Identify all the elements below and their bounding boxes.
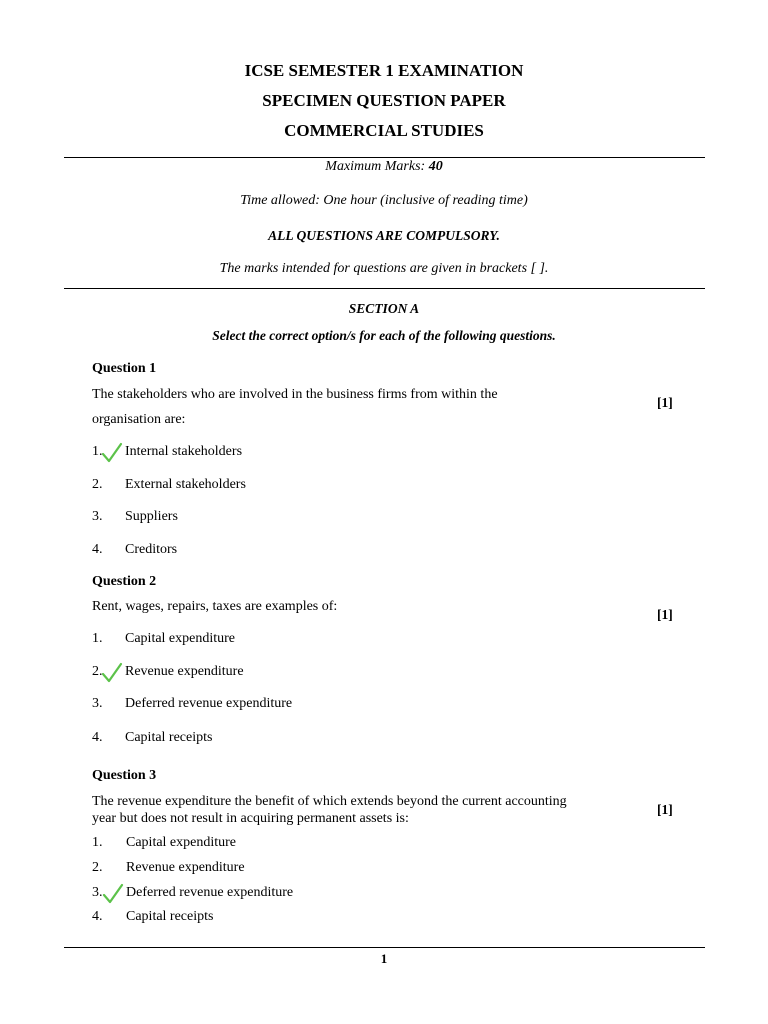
checkmark-icon <box>101 662 123 684</box>
option-text[interactable]: Suppliers <box>125 509 178 524</box>
question-marks: [1] <box>657 802 673 817</box>
max-marks-label: Maximum Marks: <box>325 159 426 174</box>
option-number: 2. <box>92 860 103 875</box>
option-text[interactable]: Deferred revenue expenditure <box>126 885 294 900</box>
option-text[interactable]: Capital expenditure <box>125 631 236 646</box>
option-text[interactable]: Creditors <box>125 542 178 557</box>
question-heading: Question 1 <box>92 361 157 376</box>
option-text[interactable]: External stakeholders <box>125 477 246 492</box>
option-number: 2. <box>92 664 103 679</box>
marks-note: The marks intended for questions are given in brackets [ ]. <box>219 261 549 276</box>
question-marks: [1] <box>657 395 673 410</box>
compulsory-note: ALL QUESTIONS ARE COMPULSORY. <box>268 228 500 243</box>
option-number: 3. <box>92 509 103 524</box>
max-marks-value: 40 <box>428 159 443 174</box>
question-text-line: organisation are: <box>92 412 186 427</box>
question-heading: Question 2 <box>92 574 157 589</box>
question-heading: Question 3 <box>92 768 157 783</box>
max-marks <box>0 159 768 175</box>
time-allowed: Time allowed: One hour (inclusive of reading time) <box>240 193 528 208</box>
question-text-line: The revenue expenditure the benefit of which extends beyond the current accounting <box>92 794 567 809</box>
exam-title: ICSE SEMESTER 1 EXAMINATION <box>244 61 524 80</box>
instructions-divider <box>64 288 705 289</box>
option-number: 3. <box>92 885 103 900</box>
header-divider <box>64 157 705 158</box>
option-number: 4. <box>92 909 103 924</box>
checkmark-icon <box>102 883 124 905</box>
option-number: 2. <box>92 477 103 492</box>
option-number: 1. <box>92 444 103 459</box>
option-text[interactable]: Internal stakeholders <box>125 444 243 459</box>
paper-type: SPECIMEN QUESTION PAPER <box>262 91 506 110</box>
option-text[interactable]: Revenue expenditure <box>126 860 245 875</box>
option-text[interactable]: Capital receipts <box>125 730 213 745</box>
option-number: 4. <box>92 730 103 745</box>
section-title: SECTION A <box>348 301 420 316</box>
question-text-line: Rent, wages, repairs, taxes are examples of: <box>92 599 338 614</box>
option-text[interactable]: Capital receipts <box>126 909 214 924</box>
footer-divider <box>64 947 705 948</box>
option-text[interactable]: Deferred revenue expenditure <box>125 696 293 711</box>
section-instruction: Select the correct option/s for each of the following questions. <box>212 328 556 343</box>
option-number: 3. <box>92 696 103 711</box>
option-text[interactable]: Revenue expenditure <box>125 664 244 679</box>
question-marks: [1] <box>657 607 673 622</box>
checkmark-icon <box>101 442 123 464</box>
option-number: 4. <box>92 542 103 557</box>
option-text[interactable]: Capital expenditure <box>126 835 237 850</box>
option-number: 1. <box>92 835 103 850</box>
subject-title: COMMERCIAL STUDIES <box>284 121 484 140</box>
option-number: 1. <box>92 631 103 646</box>
question-text-line: The stakeholders who are involved in the business firms from within the <box>92 387 498 402</box>
page-number: 1 <box>380 951 388 966</box>
question-text-line: year but does not result in acquiring permanent assets is: <box>92 811 409 826</box>
